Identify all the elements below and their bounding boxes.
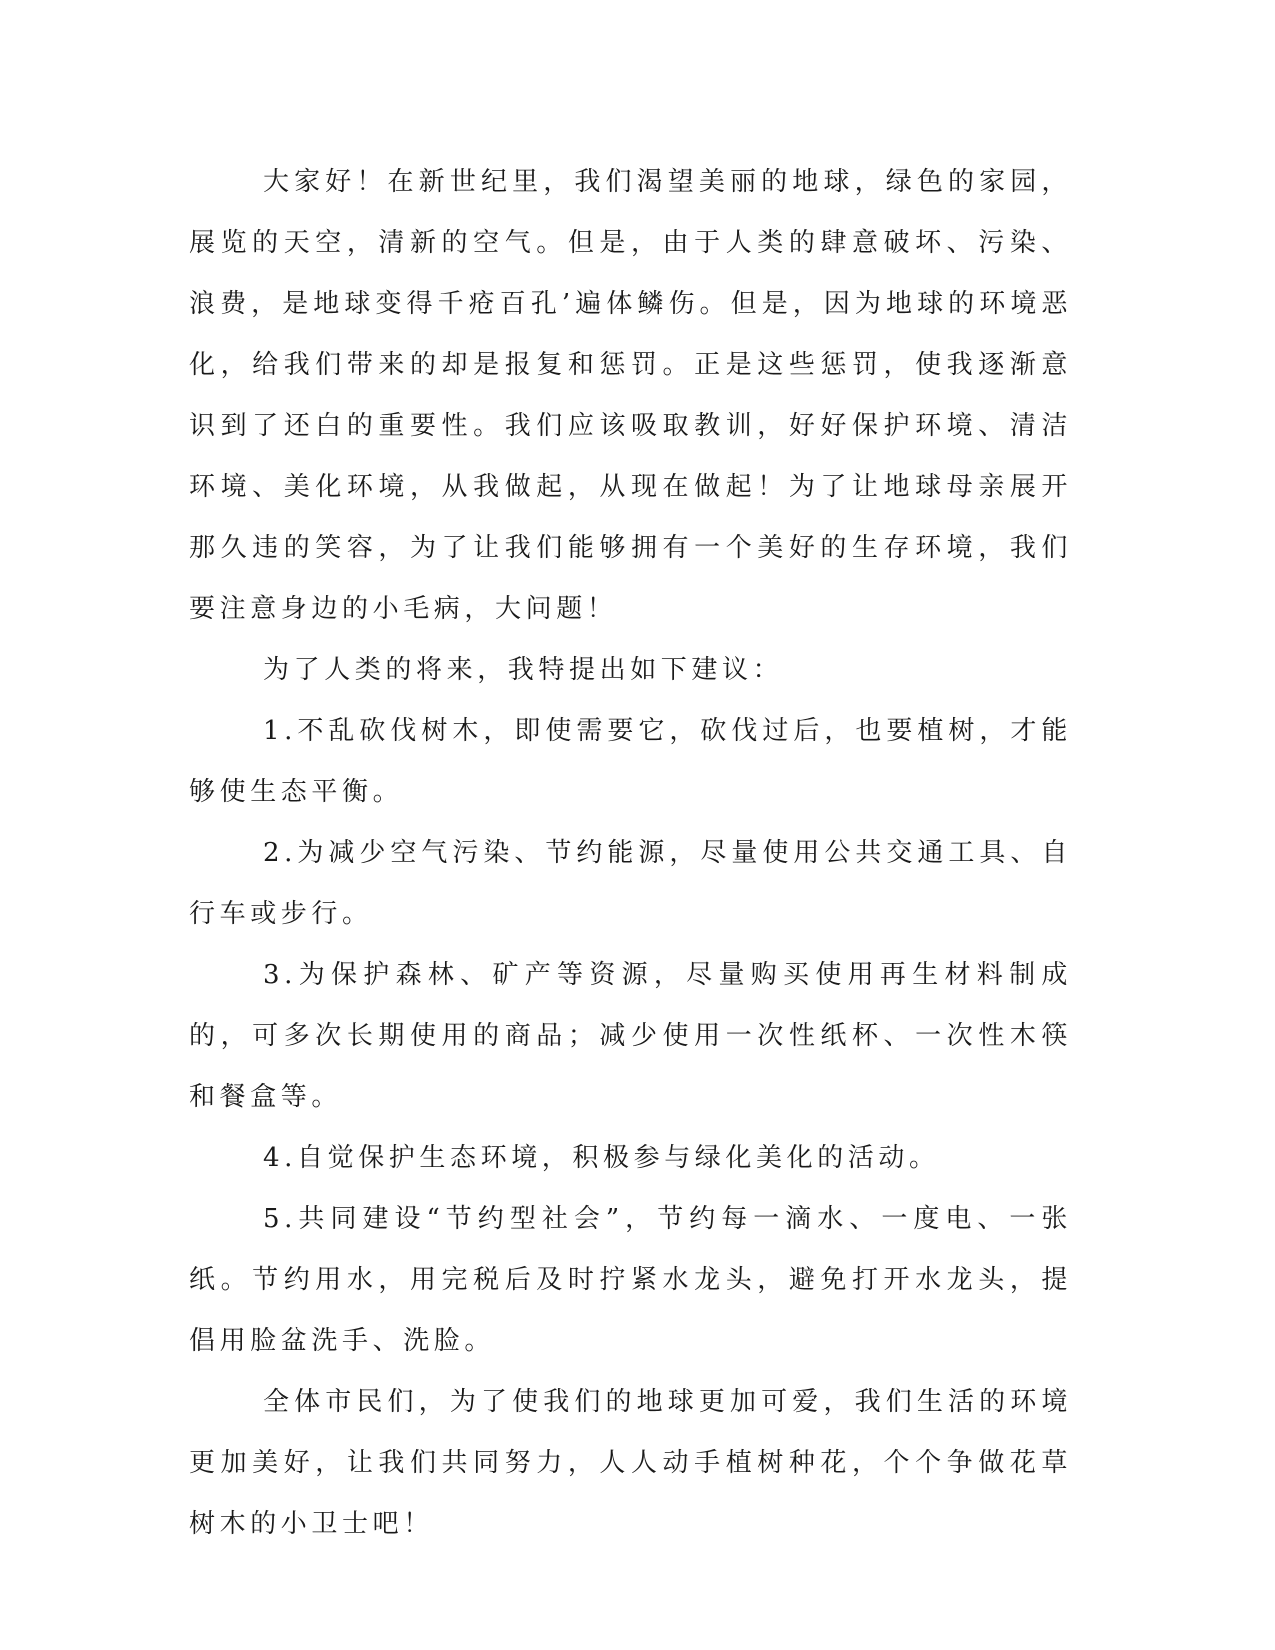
- paragraph-suggestion-1: 1.不乱砍伐树木，即使需要它，砍伐过后，也要植树，才能够使生态平衡。: [189, 716, 1072, 807]
- paragraph-suggestion-5: 5.共同建设“节约型社会”，节约每一滴水、一度电、一张纸。节约用水，用完税后及时拧紧水龙头，避免打开水龙头，提倡用脸盆洗手、洗脸。: [189, 1204, 1072, 1356]
- paragraph-closing: 全体市民们，为了使我们的地球更加可爱，我们生活的环境更加美好，让我们共同努力，人人动手植树种花，个个争做花草树木的小卫士吧！: [189, 1387, 1072, 1539]
- document-body: [189, 152, 1072, 1555]
- paragraph-suggestion-2: 2.为减少空气污染、节约能源，尽量使用公共交通工具、自行车或步行。: [189, 838, 1072, 929]
- paragraph-suggestion-4: 4.自觉保护生态环境，积极参与绿化美化的活动。: [263, 1143, 940, 1173]
- paragraph-greeting: 大家好！在新世纪里，我们渴望美丽的地球，绿色的家园，展览的天空，清新的空气。但是，由于人类的肆意破坏、污染、浪费，是地球变得千疮百孔’遍体鳞伤。但是，因为地球的环境恶化，给我们带来的却是报复和惩罚。正是这些惩罚，使我逐渐意识到了还白的重要性。我们应该吸取教训，好好保护环境、清洁环境、美化环境，从我做起，从现在做起！为了让地球母亲展开那久违的笑容，为了让我们能够拥有一个美好的生存环境，我们要注意身边的小毛病，大问题！: [189, 167, 1072, 624]
- paragraph-suggestion-3: 3.为保护森林、矿产等资源，尽量购买使用再生材料制成的，可多次长期使用的商品；减少使用一次性纸杯、一次性木筷和餐盒等。: [189, 960, 1072, 1112]
- paragraph-proposal-intro: 为了人类的将来，我特提出如下建议：: [263, 655, 784, 685]
